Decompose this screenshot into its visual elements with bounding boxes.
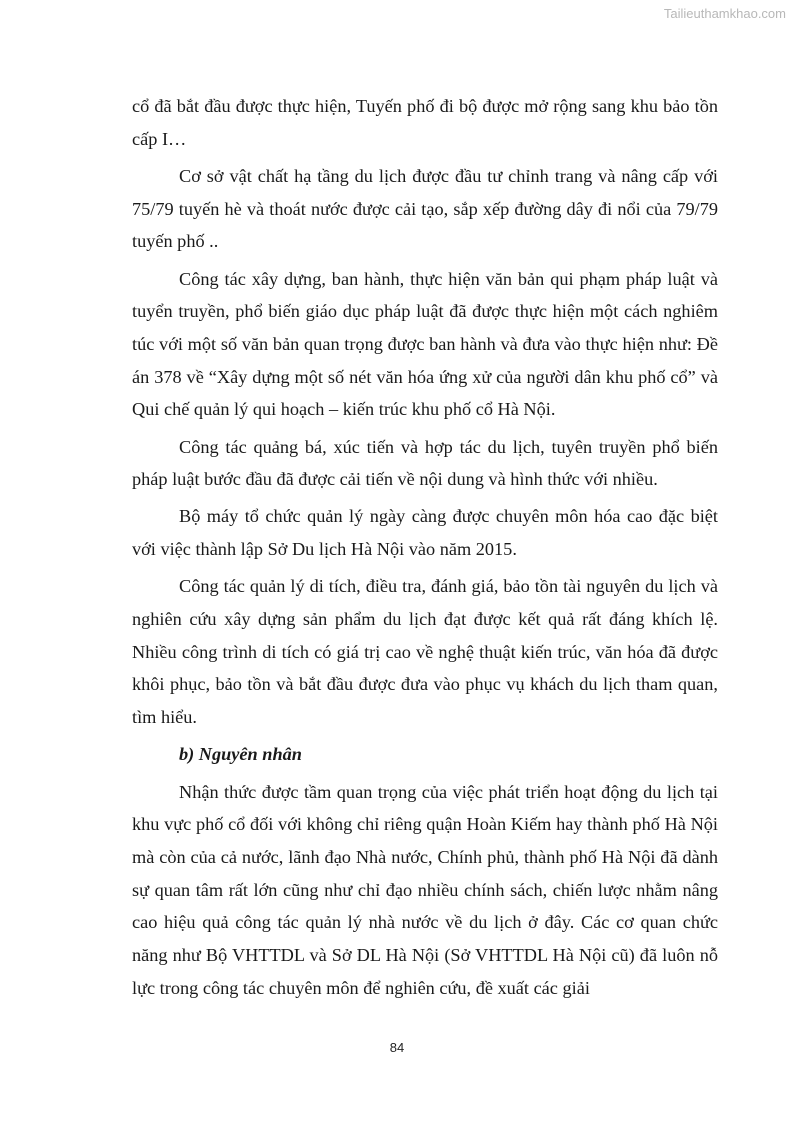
paragraph-infrastructure: Cơ sở vật chất hạ tầng du lịch được đầu tư chỉnh trang và nâng cấp với 75/79 tuyến hè và thoát nước được cải tạo, sắp xếp đường dây đi nổi của 79/79 tuyến phố ..	[132, 165, 718, 252]
paragraph-legal: Công tác xây dựng, ban hành, thực hiện văn bản qui phạm pháp luật và tuyển truyền, phổ biến giáo dục pháp luật đã được thực hiện một cách nghiêm túc với một số văn bản quan trọng được ban hành và đưa vào thực hiện như: Đề án 378 về “Xây dựng một số nét văn hóa ứng xử của người dân khu phố cổ” và Qui chế quản lý qui hoạch – kiến trúc khu phố cổ Hà Nội.	[132, 268, 718, 420]
paragraph-heritage: Công tác quản lý di tích, điều tra, đánh giá, bảo tồn tài nguyên du lịch và nghiên cứu xây dựng sản phẩm du lịch đạt được kết quả rất đáng khích lệ. Nhiều công trình di tích có giá trị cao về nghệ thuật kiến trúc, văn hóa đã được khôi phục, bảo tồn và bắt đầu được đưa vào phục vụ khách du lịch tham quan, tìm hiểu.	[132, 576, 718, 728]
paragraph-organization: Bộ máy tổ chức quản lý ngày càng được chuyên môn hóa cao đặc biệt với việc thành lập Sở Du lịch Hà Nội vào năm 2015.	[132, 506, 718, 560]
document-body	[132, 90, 718, 1009]
section-subheading: b) Nguyên nhân	[179, 744, 302, 765]
paragraph-causes: Nhận thức được tầm quan trọng của việc phát triển hoạt động du lịch tại khu vực phố cổ đối với không chỉ riêng quận Hoàn Kiếm hay thành phố Hà Nội mà còn của cả nước, lãnh đạo Nhà nước, Chính phủ, thành phố Hà Nội đã dành sự quan tâm rất lớn cũng như chỉ đạo nhiều chính sách, chiến lược nhằm nâng cao hiệu quả công tác quản lý nhà nước về du lịch ở đây. Các cơ quan chức năng như Bộ VHTTDL và Sở DL Hà Nội (Sở VHTTDL Hà Nội cũ) đã luôn nỗ lực trong công tác chuyên môn để nghiên cứu, đề xuất các giải	[132, 781, 718, 998]
watermark: Tailieuthamkhao.com	[663, 6, 786, 21]
page-number: 84	[389, 1040, 405, 1055]
paragraph-continuation: cổ đã bắt đầu được thực hiện, Tuyến phố đi bộ được mở rộng sang khu bảo tồn cấp I…	[132, 96, 718, 149]
paragraph-promotion: Công tác quảng bá, xúc tiến và hợp tác du lịch, tuyên truyền phổ biến pháp luật bước đầu đã được cải tiến về nội dung và hình thức với nhiều.	[132, 436, 718, 490]
